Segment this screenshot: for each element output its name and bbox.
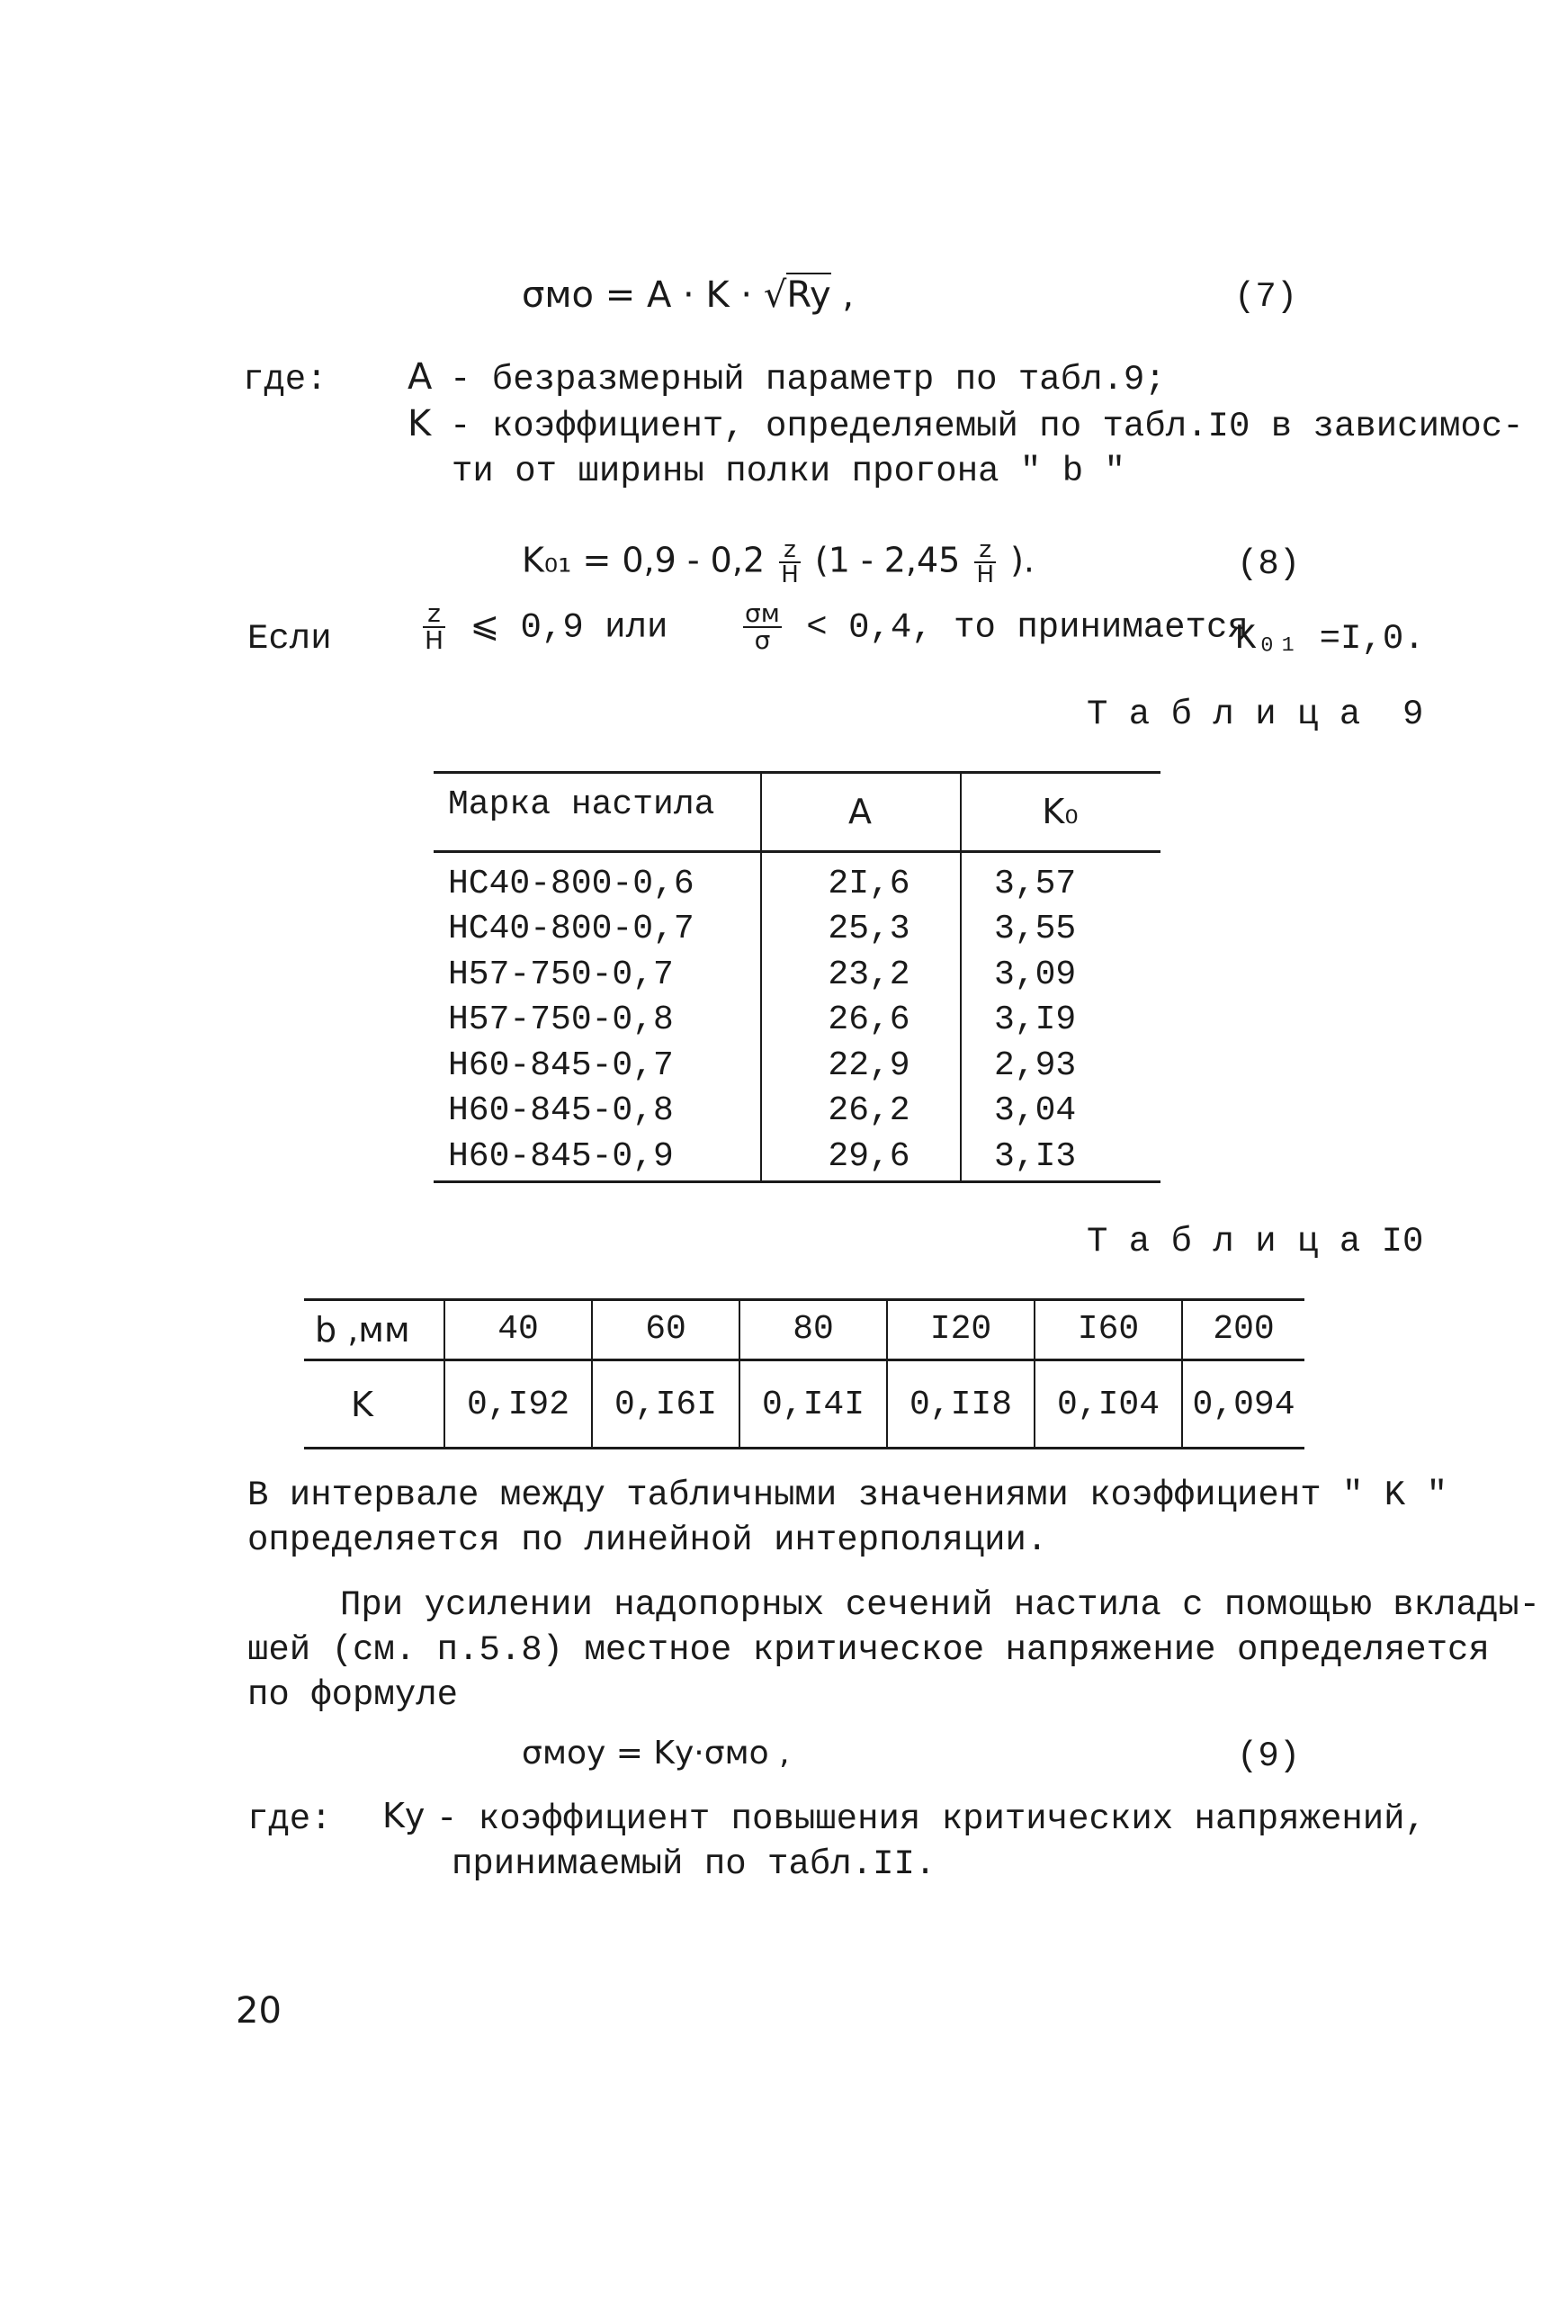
if-label: Если [247, 619, 332, 659]
formula-7-tail: , [842, 274, 855, 316]
formula-8-fraction-2 [974, 538, 996, 587]
where-sym-a: A [408, 356, 433, 398]
paragraph-2-line-3: по формуле [247, 1675, 459, 1715]
where-text-ky-cont: принимаемый по табл.II. [452, 1844, 936, 1884]
formula-8 [522, 538, 1035, 587]
table-10-cell: I20 [887, 1298, 1035, 1360]
table-9-cell-a: 26,2 [828, 1091, 910, 1131]
formula-8-lhs: K₀₁ = 0,9 - 0,2 [522, 540, 766, 580]
table-9-cell-mark: НС40-800-0,6 [448, 864, 694, 903]
where-sym-ky: Kу [382, 1796, 426, 1835]
table-9-cell-mark: Н60-845-0,7 [448, 1045, 674, 1085]
fraction-denominator: σ [754, 625, 771, 655]
table-10 [304, 1298, 1304, 1449]
where-text-ky: - коэффициент повышения критических напряжений, [436, 1799, 1426, 1839]
table-row [434, 952, 1160, 998]
formula-7-eq: = A · K · [605, 274, 753, 316]
paragraph-1-line-1: В интервале между табличными значениями коэффициент " K " [247, 1476, 1448, 1515]
paragraph-2-line-2: шей (см. п.5.8) местное критическое напряжение определяется [247, 1630, 1490, 1670]
table-9-cell-k0: 3,I3 [994, 1136, 1077, 1176]
fraction-numerator: z [779, 538, 801, 563]
if-part-3: K₀₁ =I,0. [1235, 619, 1425, 659]
if-condition [419, 598, 668, 655]
table-row [434, 852, 1160, 907]
table-10-caption: Т а б л и ц а I0 [1087, 1222, 1424, 1261]
page-number: 20 [236, 1990, 282, 2032]
table-9-cell-a: 29,6 [828, 1136, 910, 1176]
table-9-cell-k0: 3,I9 [994, 1000, 1077, 1040]
formula-7 [522, 274, 854, 316]
if-fraction-2 [743, 598, 782, 655]
table-row [434, 998, 1160, 1044]
table-9-header-row [434, 771, 1160, 852]
table-9-cell-mark: НС40-800-0,7 [448, 910, 694, 949]
formula-8-fraction-1 [779, 538, 801, 587]
table-row [434, 1134, 1160, 1180]
if-fraction-1 [423, 598, 445, 655]
table-9-cell-a: 23,2 [828, 955, 910, 994]
table-10-cell: 0,II8 [887, 1360, 1035, 1449]
table-10-cell: 0,I04 [1035, 1360, 1182, 1449]
paragraph-2-line-1: При усилении надопорных сечений настила с помощью вклады- [340, 1585, 1541, 1625]
table-9-cell-mark: Н57-750-0,8 [448, 1000, 674, 1040]
fraction-denominator: H [425, 625, 444, 655]
table-9-cell-k0: 3,55 [994, 910, 1077, 949]
table-9-caption: Т а б л и ц а 9 [1087, 695, 1424, 734]
table-9-header-k0: K₀ [1042, 792, 1079, 831]
table-10-row-b [304, 1298, 1304, 1360]
fraction-numerator: σм [745, 598, 780, 628]
formula-7-number: (7) [1234, 277, 1298, 317]
table-9-cell-mark: Н60-845-0,8 [448, 1091, 674, 1131]
where-label-1: где: [243, 360, 327, 399]
formula-8-close: ). [1010, 540, 1035, 580]
table-10-cell: 200 [1213, 1310, 1275, 1349]
table-10-cell: 0,I92 [444, 1360, 592, 1449]
table-10-cell: 0,I6I [592, 1360, 739, 1449]
if-part-1: ⩽ 0,9 или [470, 607, 668, 648]
table-9-header-a: A [848, 792, 872, 831]
table-9-cell-k0: 2,93 [994, 1045, 1077, 1085]
where-sym-k: K [408, 403, 432, 444]
table-9-cell-k0: 3,57 [994, 864, 1077, 903]
table-row [434, 1043, 1160, 1089]
table-10-cell: 80 [739, 1298, 887, 1360]
formula-9: σмоу = Kу·σмо , [522, 1735, 790, 1772]
formula-7-root: Ry [786, 274, 831, 316]
formula-9-number: (9) [1237, 1736, 1301, 1776]
formula-8-number: (8) [1237, 544, 1301, 584]
table-10-cell: 0,094 [1192, 1385, 1295, 1424]
table-10-cell: 0,I4I [739, 1360, 887, 1449]
formula-7-lhs: σмо [522, 274, 594, 316]
paragraph-1-line-2: определяется по линейной интерполяции. [247, 1521, 1048, 1560]
table-10-cell: K [304, 1360, 444, 1449]
table-10-cell: 60 [592, 1298, 739, 1360]
table-9-cell-mark: Н60-845-0,9 [448, 1136, 674, 1176]
table-9-cell-a: 25,3 [828, 910, 910, 949]
where-text-k-cont: ти от ширины полки прогона " b " [452, 452, 1125, 491]
where-text-k: - коэффициент, определяемый по табл.I0 в зависимос- [450, 407, 1524, 446]
table-9 [434, 771, 1160, 1180]
if-part-2: < 0,4, то принимается [806, 607, 1249, 648]
table-9-cell-a: 2I,6 [828, 864, 910, 903]
table-9-bottom-rule [434, 1180, 1160, 1183]
table-9-cell-a: 26,6 [828, 1000, 910, 1040]
fraction-numerator: z [423, 601, 445, 628]
table-10-cell: I60 [1035, 1298, 1182, 1360]
where-text-a: - безразмерный параметр по табл.9; [450, 360, 1166, 399]
if-condition-2 [739, 598, 1249, 655]
table-9-cell-k0: 3,04 [994, 1091, 1077, 1131]
formula-8-mid: (1 - 2,45 [814, 540, 961, 580]
table-row [434, 1089, 1160, 1135]
sqrt-icon: √ [763, 274, 787, 316]
fraction-denominator: H [781, 561, 799, 588]
fraction-denominator: H [976, 561, 995, 588]
where-label-2: где: [247, 1799, 332, 1839]
table-row [434, 907, 1160, 953]
table-9-cell-k0: 3,09 [994, 955, 1077, 994]
table-10-cell: 40 [444, 1298, 592, 1360]
table-9-cell-mark: Н57-750-0,7 [448, 955, 674, 994]
table-10-row-k [304, 1360, 1304, 1449]
table-9-header-mark: Марка настила [448, 785, 715, 824]
table-10-cell: b ,мм [304, 1298, 444, 1360]
fraction-numerator: z [974, 538, 996, 563]
table-9-cell-a: 22,9 [828, 1045, 910, 1085]
